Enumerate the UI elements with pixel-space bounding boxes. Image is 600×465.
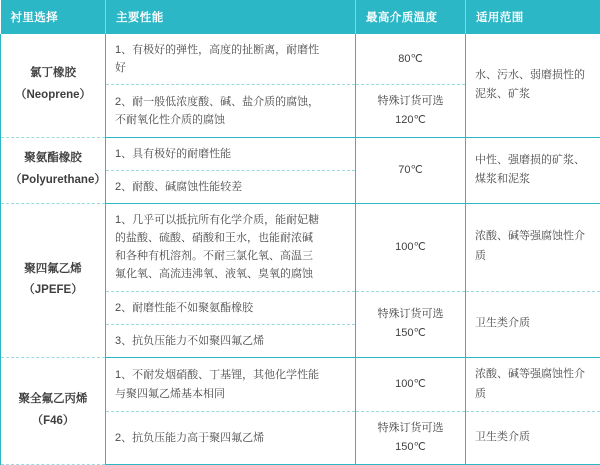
cell-performance-polyurethane-2: 2、耐酸、碱腐蚀性能较差 [106, 170, 356, 203]
column-header-scope: 适用范围 [466, 0, 600, 34]
cell-temperature-jpefe-1: 100℃ [356, 203, 466, 291]
table-row [1, 357, 600, 412]
cell-temperature-f46-1: 100℃ [356, 357, 466, 412]
cell-performance-jpefe-2: 2、耐磨性能不如聚氨酯橡胶 [106, 291, 356, 324]
cell-scope-jpefe-2: 卫生类介质 [466, 291, 600, 357]
cell-temperature-neoprene-2: 特殊订货可选 120℃ [356, 85, 466, 137]
cell-temperature-neoprene-1: 80℃ [356, 34, 466, 85]
cell-performance-jpefe-1: 1、几乎可以抵抗所有化学介质，能耐妃糖 的盐酸、硫酸、硝酸和王水，也能耐浓碱 和各种有机溶剂。不耐三氯化氧、高温三 氟化氧、高流违沸氧、液氧、臭氧的腐蚀 [106, 203, 356, 291]
table-header [1, 0, 600, 34]
cell-scope-neoprene: 水、污水、弱磨损性的 泥浆、矿浆 [466, 34, 600, 137]
cell-temperature-f46-2: 特殊订货可选 150℃ [356, 412, 466, 464]
cell-scope-f46-1: 浓酸、碱等强腐蚀性介 质 [466, 357, 600, 412]
cell-material-polyurethane: 聚氨酯橡胶 （Polyurethane） [1, 137, 106, 203]
cell-temperature-jpefe-2: 特殊订货可选 150℃ [356, 291, 466, 357]
cell-scope-polyurethane: 中性、强磨损的矿浆、 煤浆和泥浆 [466, 137, 600, 203]
cell-performance-neoprene-2: 2、耐一般低浓度酸、碱、盐介质的腐蚀， 不耐氧化性介质的腐蚀 [106, 85, 356, 137]
table-row [1, 203, 600, 291]
cell-performance-jpefe-3: 3、抗负压能力不如聚四氟乙烯 [106, 324, 356, 357]
cell-performance-neoprene-1: 1、有极好的弹性，高度的扯断离，耐磨性 好 [106, 34, 356, 85]
cell-performance-polyurethane-1: 1、具有极好的耐磨性能 [106, 137, 356, 170]
cell-material-f46: 聚全氟乙丙烯 （F46） [1, 357, 106, 464]
column-header-performance: 主要性能 [106, 0, 356, 34]
cell-material-neoprene: 氯丁橡胶 （Neoprene） [1, 34, 106, 137]
table-row [1, 137, 600, 170]
cell-material-jpefe: 聚四氟乙烯 （JPEFE） [1, 203, 106, 357]
cell-temperature-polyurethane: 70℃ [356, 137, 466, 203]
table-header-row [1, 0, 600, 34]
cell-performance-f46-1: 1、不耐发烟硝酸、丁基锂，其他化学性能 与聚四氟乙烯基本相同 [106, 357, 356, 412]
cell-scope-f46-2: 卫生类介质 [466, 412, 600, 464]
table-body [1, 34, 600, 464]
cell-scope-jpefe-1: 浓酸、碱等强腐蚀性介 质 [466, 203, 600, 291]
table-row [1, 34, 600, 85]
column-header-lining: 衬里选择 [1, 0, 106, 34]
cell-performance-f46-2: 2、抗负压能力高于聚四氟乙烯 [106, 412, 356, 464]
column-header-max-temperature: 最高介质温度 [356, 0, 466, 34]
